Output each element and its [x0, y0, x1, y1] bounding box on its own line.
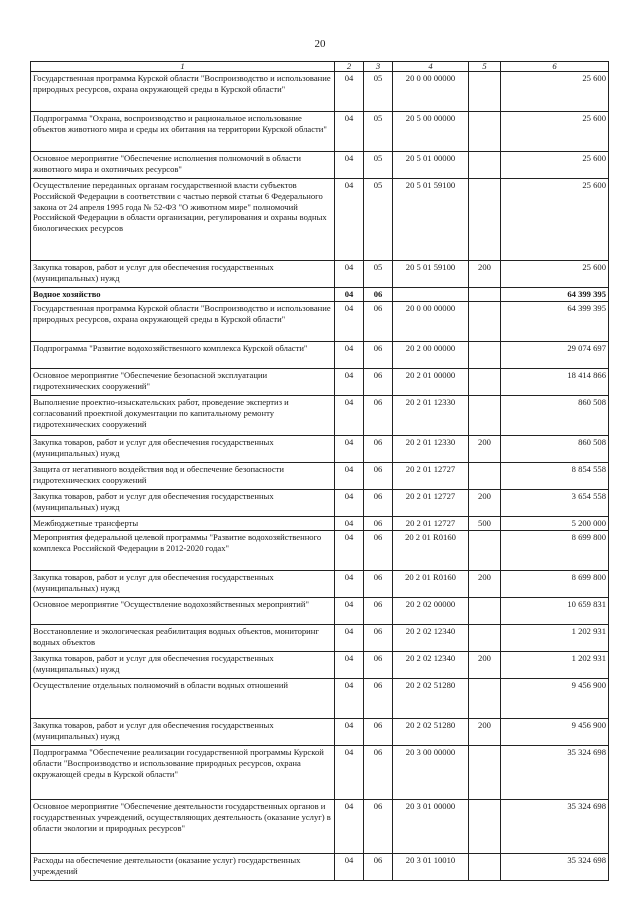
table-row	[31, 463, 609, 490]
cell-pr: 06	[364, 342, 393, 369]
cell-pr: 06	[364, 854, 393, 881]
cell-vr: 200	[469, 436, 501, 463]
cell-pr: 06	[364, 463, 393, 490]
budget-table	[30, 61, 609, 881]
table-row	[31, 112, 609, 152]
table-row	[31, 517, 609, 531]
cell-sum: 9 456 900	[501, 679, 609, 719]
cell-sum: 5 200 000	[501, 517, 609, 531]
cell-vr	[469, 679, 501, 719]
column-header: 2	[335, 62, 364, 72]
cell-csr: 20 2 01 R0160	[393, 531, 469, 571]
cell-pr: 06	[364, 436, 393, 463]
cell-sum: 25 600	[501, 72, 609, 112]
cell-sum: 25 600	[501, 261, 609, 288]
cell-name: Государственная программа Курской области "Воспроизводство и использование природных ресурсов, охрана окружающей среды в Курской области"	[31, 302, 335, 342]
cell-rz: 04	[335, 800, 364, 854]
cell-sum: 3 654 558	[501, 490, 609, 517]
table-row	[31, 800, 609, 854]
cell-pr: 06	[364, 571, 393, 598]
cell-csr: 20 2 01 R0160	[393, 571, 469, 598]
cell-vr	[469, 598, 501, 625]
cell-vr	[469, 369, 501, 396]
cell-vr	[469, 72, 501, 112]
cell-csr: 20 0 00 00000	[393, 72, 469, 112]
cell-pr: 06	[364, 746, 393, 800]
cell-rz: 04	[335, 72, 364, 112]
cell-name: Основное мероприятие "Обеспечение безопасной эксплуатации гидротехнических сооружений"	[31, 369, 335, 396]
cell-vr	[469, 152, 501, 179]
cell-csr: 20 2 02 51280	[393, 719, 469, 746]
cell-vr: 200	[469, 261, 501, 288]
cell-name: Закупка товаров, работ и услуг для обеспечения государственных (муниципальных) нужд	[31, 571, 335, 598]
cell-vr	[469, 179, 501, 261]
column-header: 3	[364, 62, 393, 72]
cell-name: Основное мероприятие "Обеспечение исполнения полномочий в области животного мира и охотничьих ресурсов"	[31, 152, 335, 179]
cell-name: Межбюджетные трансферты	[31, 517, 335, 531]
cell-csr: 20 2 01 00000	[393, 369, 469, 396]
table-row	[31, 152, 609, 179]
cell-rz: 04	[335, 854, 364, 881]
cell-rz: 04	[335, 369, 364, 396]
cell-csr: 20 2 01 12727	[393, 490, 469, 517]
cell-rz: 04	[335, 625, 364, 652]
cell-vr	[469, 800, 501, 854]
page-number: 20	[314, 38, 326, 50]
table-row	[31, 746, 609, 800]
cell-vr	[469, 342, 501, 369]
table-row	[31, 571, 609, 598]
cell-csr: 20 3 01 00000	[393, 800, 469, 854]
cell-sum: 25 600	[501, 179, 609, 261]
cell-pr: 06	[364, 517, 393, 531]
cell-csr: 20 2 02 12340	[393, 625, 469, 652]
table-row	[31, 531, 609, 571]
cell-sum: 860 508	[501, 436, 609, 463]
cell-pr: 05	[364, 179, 393, 261]
cell-sum: 35 324 698	[501, 746, 609, 800]
cell-pr: 06	[364, 531, 393, 571]
cell-pr: 06	[364, 369, 393, 396]
cell-sum: 1 202 931	[501, 625, 609, 652]
cell-name: Подпрограмма "Охрана, воспроизводство и рациональное использование объектов животного мира и среды их обитания на территории Курской области"	[31, 112, 335, 152]
cell-rz: 04	[335, 436, 364, 463]
cell-name: Закупка товаров, работ и услуг для обеспечения государственных (муниципальных) нужд	[31, 652, 335, 679]
cell-pr: 06	[364, 302, 393, 342]
column-header: 4	[393, 62, 469, 72]
cell-name: Защита от негативного воздействия вод и обеспечение безопасности гидротехнических сооружений	[31, 463, 335, 490]
cell-sum: 18 414 866	[501, 369, 609, 396]
cell-csr	[393, 288, 469, 302]
cell-csr: 20 2 01 12727	[393, 463, 469, 490]
cell-pr: 06	[364, 652, 393, 679]
cell-rz: 04	[335, 152, 364, 179]
cell-csr: 20 0 00 00000	[393, 302, 469, 342]
cell-sum: 35 324 698	[501, 800, 609, 854]
cell-rz: 04	[335, 463, 364, 490]
table-header-row	[31, 62, 609, 72]
table-row	[31, 342, 609, 369]
column-header: 5	[469, 62, 501, 72]
cell-rz: 04	[335, 531, 364, 571]
cell-vr: 200	[469, 571, 501, 598]
table-row	[31, 679, 609, 719]
cell-name: Водное хозяйство	[31, 288, 335, 302]
cell-csr: 20 2 02 00000	[393, 598, 469, 625]
cell-csr: 20 5 01 59100	[393, 261, 469, 288]
cell-name: Основное мероприятие "Осуществление водохозяйственных мероприятий"	[31, 598, 335, 625]
table-row	[31, 396, 609, 436]
column-header: 1	[31, 62, 335, 72]
table-row	[31, 625, 609, 652]
table-row	[31, 369, 609, 396]
cell-vr	[469, 463, 501, 490]
cell-sum: 8 699 800	[501, 571, 609, 598]
cell-csr: 20 2 01 12330	[393, 396, 469, 436]
cell-csr: 20 2 01 12330	[393, 436, 469, 463]
cell-pr: 05	[364, 112, 393, 152]
cell-name: Мероприятия федеральной целевой программы "Развитие водохозяйственного комплекса Российской Федерации в 2012-2020 годах"	[31, 531, 335, 571]
cell-vr: 500	[469, 517, 501, 531]
cell-name: Закупка товаров, работ и услуг для обеспечения государственных (муниципальных) нужд	[31, 436, 335, 463]
cell-sum: 64 399 395	[501, 302, 609, 342]
cell-vr	[469, 854, 501, 881]
cell-rz: 04	[335, 679, 364, 719]
cell-csr: 20 2 02 12340	[393, 652, 469, 679]
cell-name: Закупка товаров, работ и услуг для обеспечения государственных (муниципальных) нужд	[31, 719, 335, 746]
cell-name: Выполнение проектно-изыскательских работ, проведение экспертиз и согласований проектной документации по капитальному ремонту гидротехнических сооружений	[31, 396, 335, 436]
cell-csr: 20 2 00 00000	[393, 342, 469, 369]
cell-sum: 9 456 900	[501, 719, 609, 746]
cell-rz: 04	[335, 179, 364, 261]
table-body	[31, 72, 609, 881]
cell-sum: 8 699 800	[501, 531, 609, 571]
cell-vr: 200	[469, 652, 501, 679]
table-row	[31, 854, 609, 881]
cell-pr: 06	[364, 598, 393, 625]
cell-name: Основное мероприятие "Обеспечение деятельности государственных органов и государственных учреждений, осуществляющих деятельность (оказание услуг) в области экологии и природных ресурсов"	[31, 800, 335, 854]
cell-pr: 06	[364, 719, 393, 746]
cell-sum: 35 324 698	[501, 854, 609, 881]
cell-vr	[469, 625, 501, 652]
cell-sum: 25 600	[501, 112, 609, 152]
cell-sum: 25 600	[501, 152, 609, 179]
table-row	[31, 652, 609, 679]
table-row	[31, 72, 609, 112]
cell-rz: 04	[335, 746, 364, 800]
cell-rz: 04	[335, 517, 364, 531]
cell-rz: 04	[335, 490, 364, 517]
table-row	[31, 436, 609, 463]
cell-name: Закупка товаров, работ и услуг для обеспечения государственных (муниципальных) нужд	[31, 261, 335, 288]
cell-sum: 64 399 395	[501, 288, 609, 302]
cell-pr: 06	[364, 396, 393, 436]
cell-vr	[469, 288, 501, 302]
cell-vr	[469, 302, 501, 342]
cell-name: Восстановление и экологическая реабилитация водных объектов, мониторинг водных объектов	[31, 625, 335, 652]
cell-pr: 05	[364, 72, 393, 112]
table-row	[31, 719, 609, 746]
cell-vr	[469, 531, 501, 571]
cell-name: Расходы на обеспечение деятельности (оказание услуг) государственных учреждений	[31, 854, 335, 881]
cell-csr: 20 5 01 59100	[393, 179, 469, 261]
cell-sum: 10 659 831	[501, 598, 609, 625]
cell-pr: 05	[364, 152, 393, 179]
cell-pr: 06	[364, 679, 393, 719]
cell-name: Подпрограмма "Обеспечение реализации государственной программы Курской области "Воспроизводство и использование природных ресурсов, охрана окружающей среды в Курской области"	[31, 746, 335, 800]
cell-vr: 200	[469, 719, 501, 746]
cell-csr: 20 3 01 10010	[393, 854, 469, 881]
cell-rz: 04	[335, 396, 364, 436]
cell-rz: 04	[335, 261, 364, 288]
cell-name: Закупка товаров, работ и услуг для обеспечения государственных (муниципальных) нужд	[31, 490, 335, 517]
table-row	[31, 261, 609, 288]
cell-pr: 05	[364, 261, 393, 288]
cell-vr: 200	[469, 490, 501, 517]
cell-pr: 06	[364, 490, 393, 517]
table-row	[31, 302, 609, 342]
cell-csr: 20 5 01 00000	[393, 152, 469, 179]
table-row	[31, 288, 609, 302]
cell-vr	[469, 112, 501, 152]
cell-rz: 04	[335, 719, 364, 746]
table-row	[31, 179, 609, 261]
cell-sum: 29 074 697	[501, 342, 609, 369]
cell-pr: 06	[364, 800, 393, 854]
table-row	[31, 598, 609, 625]
cell-rz: 04	[335, 652, 364, 679]
cell-csr: 20 2 02 51280	[393, 679, 469, 719]
cell-rz: 04	[335, 598, 364, 625]
column-header: 6	[501, 62, 609, 72]
cell-sum: 1 202 931	[501, 652, 609, 679]
cell-rz: 04	[335, 342, 364, 369]
table-row	[31, 490, 609, 517]
cell-rz: 04	[335, 302, 364, 342]
cell-sum: 860 508	[501, 396, 609, 436]
cell-vr	[469, 396, 501, 436]
cell-csr: 20 3 00 00000	[393, 746, 469, 800]
cell-sum: 8 854 558	[501, 463, 609, 490]
cell-csr: 20 2 01 12727	[393, 517, 469, 531]
cell-rz: 04	[335, 288, 364, 302]
cell-name: Подпрограмма "Развитие водохозяйственного комплекса Курской области"	[31, 342, 335, 369]
cell-csr: 20 5 00 00000	[393, 112, 469, 152]
cell-pr: 06	[364, 625, 393, 652]
cell-vr	[469, 746, 501, 800]
cell-name: Осуществление отдельных полномочий в области водных отношений	[31, 679, 335, 719]
cell-name: Осуществление переданных органам государственной власти субъектов Российской Федерации в соответствии с частью первой статьи 6 Федерального закона от 24 апреля 1995 года № 52-ФЗ "О животном мире" полномочий Российской Федерации в области организации, регулирования и охраны водных биологических ресурсов	[31, 179, 335, 261]
cell-name: Государственная программа Курской области "Воспроизводство и использование природных ресурсов, охрана окружающей среды в Курской области"	[31, 72, 335, 112]
cell-rz: 04	[335, 571, 364, 598]
cell-pr: 06	[364, 288, 393, 302]
cell-rz: 04	[335, 112, 364, 152]
